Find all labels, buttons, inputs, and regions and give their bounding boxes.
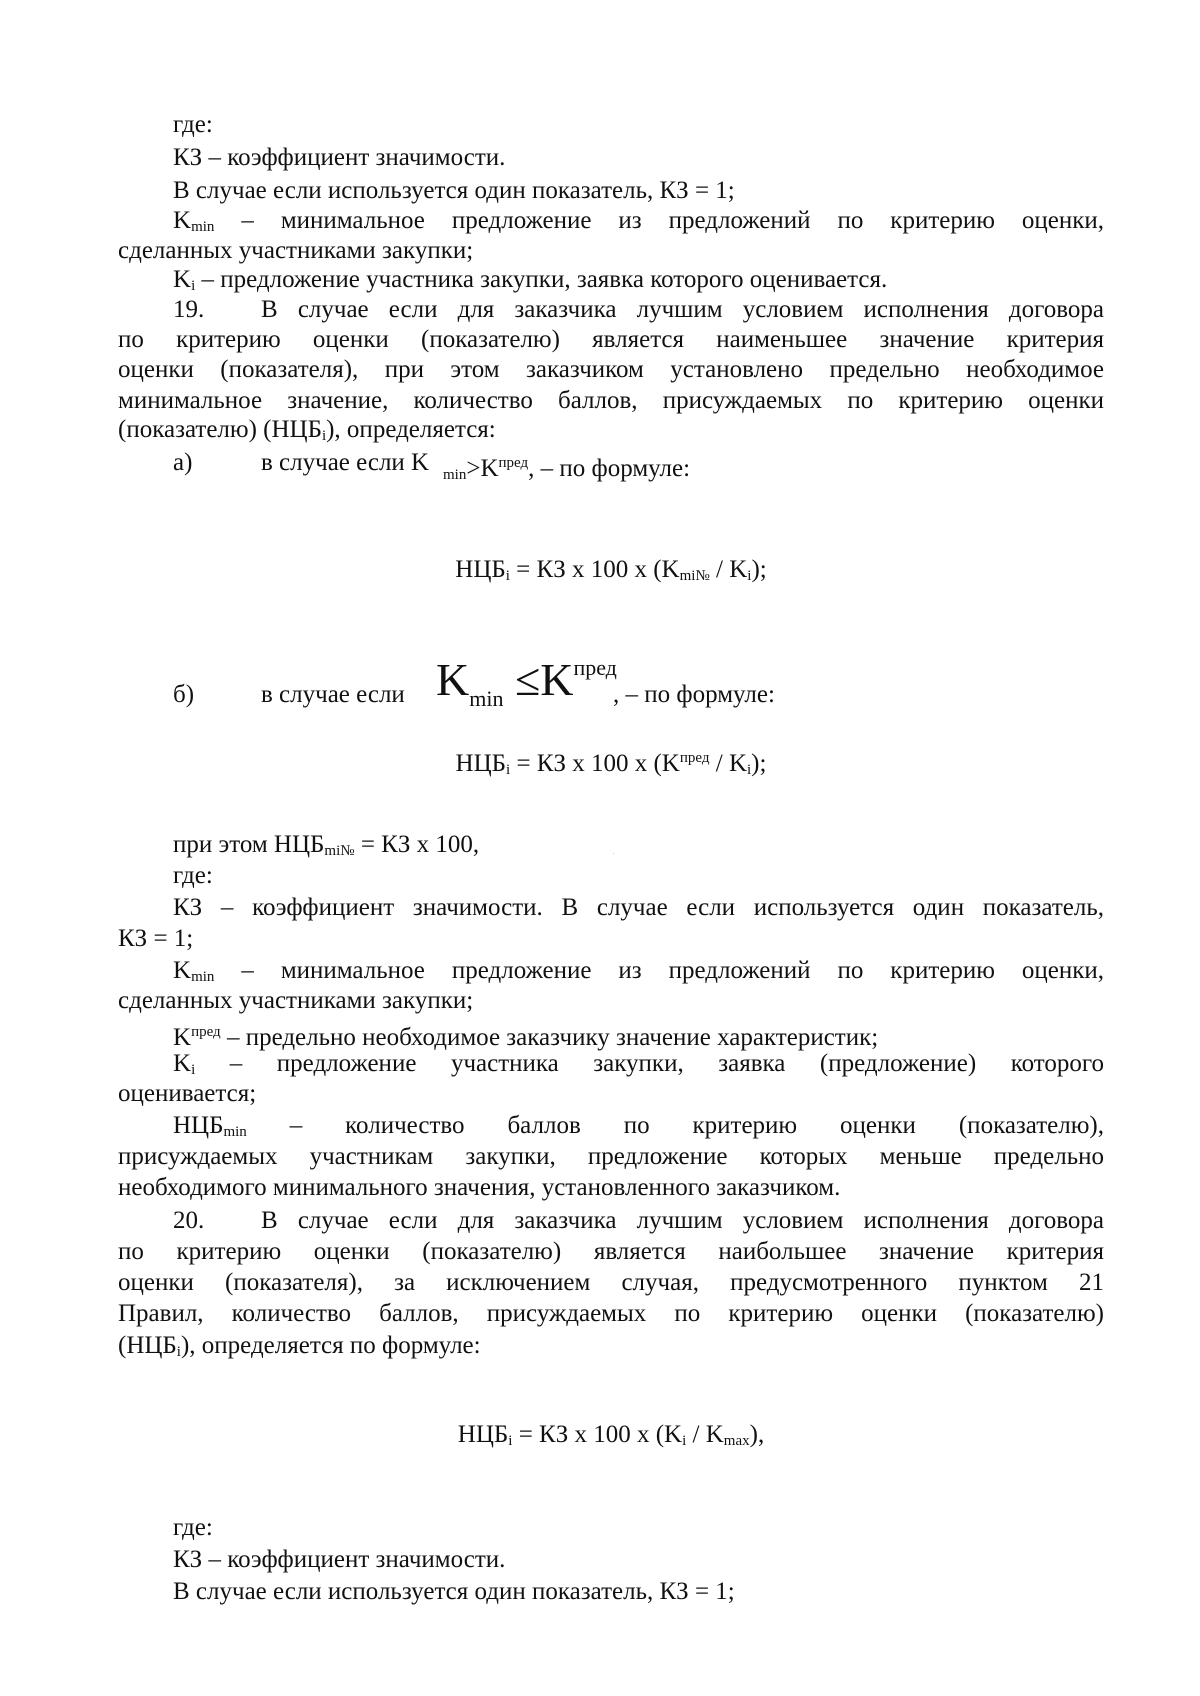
formula-2: $НЦБ_i$ = КЗ х 100 х $(K^{пред} / K_i)$; (455, 750, 767, 778)
text-line: КЗ – коэффициент значимости. (173, 1546, 506, 1573)
text-line: $НЦБ_{min}$ – количество баллов по критерию оценки (показателю), (173, 1112, 1104, 1140)
text-line: где: (173, 862, 213, 889)
scan-speck (613, 853, 614, 854)
paragraph-number: 20. (173, 1207, 205, 1234)
text-line: $K_{min}$ – минимальное предложение из предложений по критерию оценки, (173, 957, 1104, 985)
text-line: В случае если используется один показатель, КЗ = 1; (173, 177, 735, 204)
text-line: $K_i$ – предложение участника закупки, заявка которого оценивается. (173, 266, 888, 294)
formula-3: $НЦБ_i$ = КЗ х 100 х $(K_i / K_{max})$, (457, 1421, 765, 1449)
item-b-inequality: $K_{min} \le K^{пред}$ (436, 654, 617, 711)
text-line: по критерию оценки (показателю) является наибольшее значение критерия (118, 1238, 1104, 1265)
text-line: $K^{пред}$ – предельно необходимое заказчику значение характеристик; (173, 1024, 879, 1051)
text-line: КЗ – коэффициент значимости. (173, 144, 506, 171)
text-line: сделанных участниками закупки; (118, 987, 474, 1014)
text-line: где: (173, 111, 213, 138)
text-line: $K_i$ – предложение участника закупки, заявка (предложение) которого (173, 1050, 1104, 1078)
text-line: (показателю) $(НЦБ_i)$, определяется: (118, 416, 496, 444)
text-line: по критерию оценки (показателю) является наименьшее значение критерия (118, 326, 1104, 353)
text-line: необходимого минимального значения, установленного заказчиком. (118, 1174, 841, 1201)
item-label: а) (173, 449, 193, 476)
text-line: присуждаемых участникам закупки, предложение которых меньше предельно (118, 1143, 1104, 1170)
text-line: Правил, количество баллов, присуждаемых по критерию оценки (показателю) (118, 1300, 1104, 1327)
text-line: где: (173, 1514, 213, 1541)
paragraph-number: 19. (173, 296, 205, 323)
text-line: при этом $НЦБ_{mi№}$ = КЗ х 100, (173, 831, 480, 859)
document-page: где: КЗ – коэффициент значимости. В случае если используется один показатель, КЗ = 1; $K_{min}$ – минимальное предложение из предложений по критерию оценки, сделанных участниками закупки; $K_i$ – предложение участника закупки, заявка которого оценивается. 19. В случае если для заказчика лучшим условием исполнения договора по критерию оценки (показателю) является наименьшее значение критерия оценки (показателя), при этом заказчиком установлено предельно необходимое минимальное значение, количество баллов, присуждаемых по критерию оценки (показателю) $(НЦБ_i)$, определяется: а) в случае если K $_{min}>K^{пред}$, – по формуле: $НЦБ_i$ = КЗ х 100 х $(K_{mi№} / K_i)$; б) в случае если , – по формуле: $K_{min} \le K^{пред}$ $НЦБ_i$ = КЗ х 100 х $(K^{пред} / K_i)$; при этом $НЦБ_{mi№}$ = КЗ х 100, где: КЗ – коэффициент значимости. В случае если используется один показатель, КЗ = 1; $K_{min}$ – минимальное предложение из предложений по критерию оценки, сделанных участниками закупки; $K^{пред}$ – предельно необходимое заказчику значение характеристик; $K_i$ – предложение участника закупки, заявка (предложение) которого оценивается; $НЦБ_{min}$ – количество баллов по критерию оценки (показателю), присуждаемых участникам закупки, предложение которых меньше предельно необходимого минимального значения, установленного заказчиком. 20. В случае если для заказчика лучшим условием исполнения договора по критерию оценки (показателю) является наибольшее значение критерия оценки (показателя), за исключением случая, предусмотренного пунктом 21 Правил, количество баллов, присуждаемых по критерию оценки (показателю) $(НЦБ_i)$, определяется по формуле: $НЦБ_i$ = КЗ х 100 х $(K_i / K_{max})$, где: КЗ – коэффициент значимости. В случае если используется один показатель, КЗ = 1; (0, 0, 1200, 1696)
item-label: б) (173, 681, 195, 708)
text-line: оценки (показателя), при этом заказчиком установлено предельно необходимое (118, 356, 1104, 383)
formula-1: $НЦБ_i$ = КЗ х 100 х $(K_{mi№} / K_i)$; (455, 556, 767, 584)
text-line: КЗ – коэффициент значимости. В случае если используется один показатель, (173, 894, 1104, 921)
text-line: $(НЦБ_i)$, определяется по формуле: (118, 1332, 481, 1360)
text-line: В случае если используется один показатель, КЗ = 1; (173, 1578, 735, 1605)
text-line: минимальное значение, количество баллов, присуждаемых по критерию оценки (118, 387, 1104, 414)
item-a-formula: $_{min}>K^{пред}$, – по формуле: (443, 455, 691, 483)
text-line: сделанных участниками закупки; (118, 237, 474, 264)
text-line: оценивается; (118, 1080, 257, 1107)
text-line: оценки (показателя), за исключением случая, предусмотренного пунктом 21 (118, 1269, 1104, 1296)
text-line: $K_{min}$ – минимальное предложение из предложений по критерию оценки, (173, 207, 1104, 235)
text-line: КЗ = 1; (118, 925, 194, 952)
